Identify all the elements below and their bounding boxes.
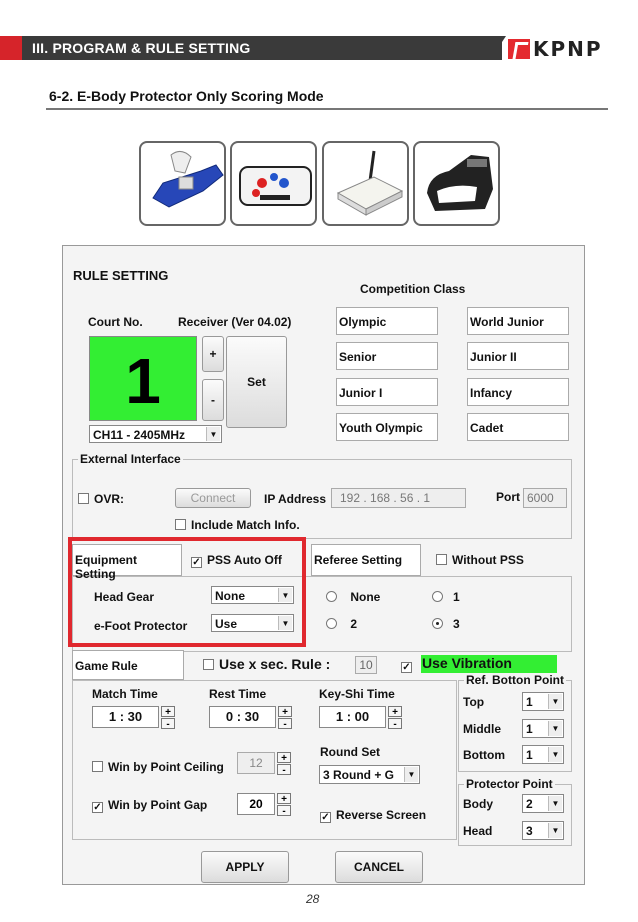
- keyshi-input[interactable]: 1 : 00: [319, 706, 386, 728]
- competition-class-label: Competition Class: [360, 282, 466, 296]
- keyshi-down[interactable]: -: [388, 718, 402, 729]
- use-x-sec-checkbox[interactable]: [203, 656, 330, 672]
- set-button[interactable]: Set: [226, 336, 287, 428]
- panel-title: RULE SETTING: [73, 268, 169, 283]
- head-gear-value: None: [215, 589, 245, 603]
- cancel-button[interactable]: CANCEL: [335, 851, 423, 883]
- chevron-down-icon: ▼: [548, 747, 562, 762]
- without-pss-checkbox[interactable]: [436, 553, 524, 567]
- court-no-label: Court No.: [88, 315, 143, 329]
- wireless-receiver-icon: [322, 141, 409, 226]
- section-title: 6-2. E-Body Protector Only Scoring Mode: [49, 88, 324, 104]
- keyshi-up[interactable]: +: [388, 706, 402, 717]
- keyshi-label: Key-Shi Time: [319, 687, 395, 701]
- tab-equipment-setting[interactable]: Equipment Setting: [72, 544, 182, 576]
- win-gap-checkbox[interactable]: ✓ Win by Point Gap: [93, 798, 208, 813]
- ceiling-down[interactable]: -: [277, 764, 291, 775]
- tab-game-rule[interactable]: Game Rule: [72, 650, 184, 680]
- header-title: III. PROGRAM & RULE SETTING: [32, 40, 251, 56]
- rest-time-label: Rest Time: [209, 687, 267, 701]
- chevron-down-icon: ▼: [548, 721, 562, 736]
- middle-label: Middle: [463, 722, 501, 736]
- class-world-junior[interactable]: World Junior: [467, 307, 569, 335]
- class-junior-i[interactable]: Junior I: [336, 378, 438, 406]
- ceiling-up[interactable]: +: [277, 752, 291, 763]
- match-time-label: Match Time: [92, 687, 158, 701]
- rest-time-up[interactable]: +: [278, 706, 292, 717]
- ceiling-input[interactable]: 12: [237, 752, 275, 774]
- middle-value: 1: [526, 722, 533, 736]
- head-select[interactable]: [522, 821, 564, 840]
- class-senior[interactable]: Senior: [336, 342, 438, 370]
- protector-point-label: Protector Point: [466, 777, 553, 791]
- foot-sensor-icon: [413, 141, 500, 226]
- class-junior-ii[interactable]: Junior II: [467, 342, 569, 370]
- channel-select[interactable]: [89, 425, 222, 443]
- connect-button[interactable]: Connect: [175, 488, 251, 508]
- body-label: Body: [463, 797, 493, 811]
- chevron-down-icon: ▼: [548, 823, 562, 838]
- middle-select[interactable]: [522, 719, 564, 738]
- include-match-label: Include Match Info.: [191, 518, 300, 532]
- ovr-label: OVR:: [94, 492, 124, 506]
- top-label: Top: [463, 695, 485, 709]
- kpnp-logo: [508, 38, 630, 60]
- highlight-box: [68, 537, 306, 647]
- use-vibration-label: Use Vibration: [421, 655, 557, 673]
- chevron-down-icon: ▼: [278, 616, 292, 630]
- reverse-screen-checkbox[interactable]: ✓ Reverse Screen: [321, 808, 427, 823]
- referee-1-radio[interactable]: [432, 590, 460, 604]
- rest-time-down[interactable]: -: [278, 718, 292, 729]
- referee-none-label: None: [350, 590, 381, 604]
- kpnp-logo-icon: [508, 39, 530, 59]
- chevron-down-icon: ▼: [548, 694, 562, 709]
- gap-up[interactable]: +: [277, 793, 291, 804]
- gap-input[interactable]: 20: [237, 793, 275, 815]
- class-cadet[interactable]: Cadet: [467, 413, 569, 441]
- court-minus-button[interactable]: -: [202, 379, 224, 421]
- bottom-label: Bottom: [463, 748, 505, 762]
- ref-button-point-label: Ref. Botton Point: [466, 673, 564, 687]
- referee-none-radio[interactable]: [326, 590, 380, 604]
- channel-value: CH11 - 2405MHz: [93, 428, 186, 442]
- scoreboard-device-icon: [230, 141, 317, 226]
- match-time-input[interactable]: 1 : 30: [92, 706, 159, 728]
- match-time-up[interactable]: +: [161, 706, 175, 717]
- referee-3-radio[interactable]: [432, 617, 460, 631]
- ip-address-label: IP Address: [264, 492, 327, 506]
- page-number: 28: [306, 892, 320, 906]
- round-set-select[interactable]: [319, 765, 420, 784]
- gap-down[interactable]: -: [277, 805, 291, 816]
- referee-1-label: 1: [453, 590, 460, 604]
- win-ceiling-label: Win by Point Ceiling: [108, 760, 224, 774]
- round-set-label: Round Set: [320, 745, 380, 759]
- referee-2-radio[interactable]: [326, 617, 357, 631]
- body-protector-icon: [139, 141, 226, 226]
- body-select[interactable]: [522, 794, 564, 813]
- court-number-display: 1: [89, 336, 197, 421]
- body-value: 2: [526, 797, 533, 811]
- use-vibration-checkbox[interactable]: ✓: [402, 662, 411, 673]
- class-youth-olympic[interactable]: Youth Olympic: [336, 413, 438, 441]
- head-value: 3: [526, 824, 533, 838]
- class-olympic[interactable]: Olympic: [336, 307, 438, 335]
- pss-auto-off-label: PSS Auto Off: [207, 553, 282, 567]
- reverse-screen-label: Reverse Screen: [336, 808, 427, 822]
- head-gear-label: Head Gear: [94, 590, 155, 604]
- include-match-checkbox[interactable]: [175, 518, 300, 532]
- top-select[interactable]: [522, 692, 564, 711]
- bottom-select[interactable]: [522, 745, 564, 764]
- chevron-down-icon: ▼: [278, 588, 292, 602]
- without-pss-label: Without PSS: [452, 553, 524, 567]
- referee-2-label: 2: [350, 617, 358, 631]
- match-time-down[interactable]: -: [161, 718, 175, 729]
- tab-referee-setting[interactable]: Referee Setting: [311, 544, 421, 576]
- top-value: 1: [526, 695, 533, 709]
- court-plus-button[interactable]: +: [202, 336, 224, 372]
- ovr-checkbox[interactable]: [78, 492, 124, 506]
- bottom-value: 1: [526, 748, 533, 762]
- use-x-sec-label: Use x sec. Rule :: [219, 656, 331, 672]
- head-label: Head: [463, 824, 493, 838]
- ip-address-input[interactable]: 192 . 168 . 56 . 1: [331, 488, 466, 508]
- external-interface-label: External Interface: [80, 452, 181, 466]
- receiver-label: Receiver (Ver 04.02): [178, 315, 292, 329]
- chevron-down-icon: ▼: [548, 796, 562, 811]
- rest-time-input[interactable]: 0 : 30: [209, 706, 276, 728]
- apply-button[interactable]: APPLY: [201, 851, 289, 883]
- referee-3-label: 3: [453, 617, 460, 631]
- round-set-value: 3 Round + G: [323, 768, 395, 782]
- efoot-label: e-Foot Protector: [94, 619, 188, 633]
- section-divider: [46, 108, 608, 110]
- port-input[interactable]: 6000: [523, 488, 567, 508]
- efoot-value: Use: [215, 617, 238, 631]
- port-label: Port: [496, 490, 520, 504]
- pss-auto-off-checkbox[interactable]: ✓ PSS Auto Off: [192, 553, 282, 568]
- chevron-down-icon: ▼: [206, 427, 220, 441]
- x-sec-input[interactable]: 10: [355, 656, 377, 674]
- logo-text: KPNP: [533, 37, 603, 61]
- win-ceiling-checkbox[interactable]: [92, 760, 224, 774]
- win-gap-label: Win by Point Gap: [108, 798, 208, 812]
- chevron-down-icon: ▼: [404, 767, 418, 782]
- class-infancy[interactable]: Infancy: [467, 378, 569, 406]
